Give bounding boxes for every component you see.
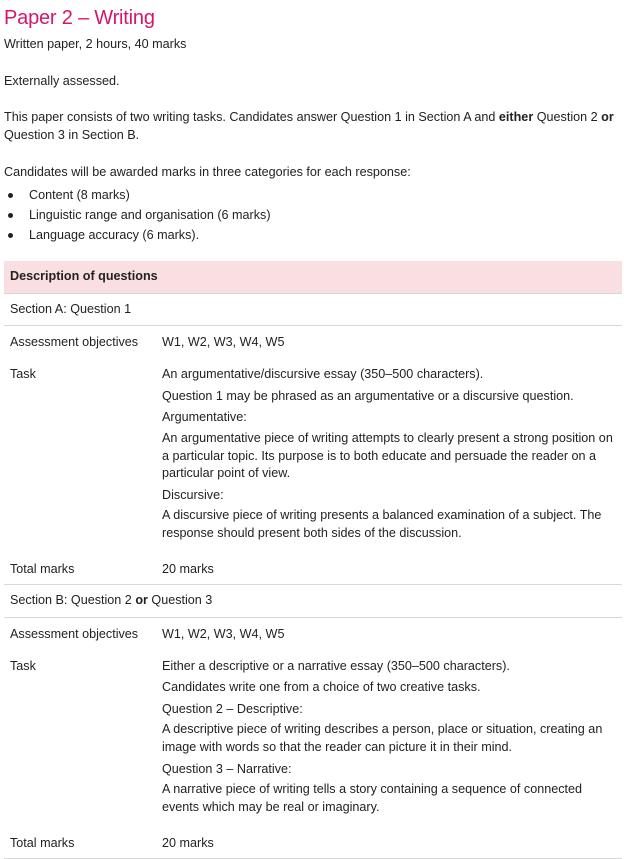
table-row [4,650,622,827]
marks-label: Total marks [10,561,75,576]
table-row [4,553,622,585]
mark-categories-list [4,185,620,245]
section-b-row [4,585,622,618]
subheading-text: A descriptive piece of writing describes a person, place or situation, creating an image with words so that the reader can picture it in their mind. [162,722,603,754]
table-header-row [4,261,622,293]
section-b-title: Section B: Question 2 or Question 3 [4,585,622,618]
table-row [4,326,622,358]
marks-label: Total marks [4,827,162,859]
task-line: Either a descriptive or a narrative essay (350–500 characters). [162,658,510,673]
table-row [4,617,622,649]
page-title: Paper 2 – Writing [4,7,155,29]
subheading: Question 3 – Narrative: [162,761,292,776]
marks-value: 20 marks [162,561,214,576]
subheading: Question 2 – Descriptive: [162,701,303,716]
table-header: Description of questions [4,261,622,293]
task-line: Question 1 may be phrased as an argumentative or a discursive question. [162,388,574,403]
marks-intro: Candidates will be awarded marks in three categories for each response: [4,164,411,179]
section-a-row [4,293,622,326]
ao-value: W1, W2, W3, W4, W5 [162,626,285,641]
paper-description: This paper consists of two writing tasks. Candidates answer Question 1 in Section A and either Question 2 or Question 3 in Section B. [4,110,614,142]
task-line: An argumentative/discursive essay (350–500 characters). [162,367,484,381]
ao-label: Assessment objectives [10,335,139,350]
ao-label: Assessment objectives [10,626,139,641]
ao-value: W1, W2, W3, W4, W5 [162,335,285,350]
list-item: Content (8 marks) [4,185,620,205]
task-content [162,358,622,553]
task-content [162,650,622,827]
section-a-title: Section A: Question 1 [4,293,622,326]
subheading-text: An argumentative piece of writing attempts to clearly present a strong position on a particular topic. Its purpose is to both educate and persuade the reader on a particular point of view. [162,430,613,481]
table-row [4,827,622,859]
task-label: Task [10,658,36,673]
list-item: Language accuracy (6 marks). [4,225,620,245]
task-line: Candidates write one from a choice of two creative tasks. [162,680,481,695]
subheading-text: A discursive piece of writing presents a balanced examination of a subject. The response should present both sides of the discussion. [162,508,602,540]
questions-table [4,261,622,859]
subheading: Argumentative: [162,410,247,425]
subheading-text: A narrative piece of writing tells a story containing a sequence of connected events which may be real or imaginary. [162,782,583,814]
table-row [4,358,622,553]
marks-value: 20 marks [162,827,622,859]
task-label: Task [10,367,36,381]
subheading: Discursive: [162,487,224,502]
paper-summary: Written paper, 2 hours, 40 marks [4,37,187,51]
assessment-note: Externally assessed. [4,73,120,88]
list-item: Linguistic range and organisation (6 marks) [4,205,620,225]
